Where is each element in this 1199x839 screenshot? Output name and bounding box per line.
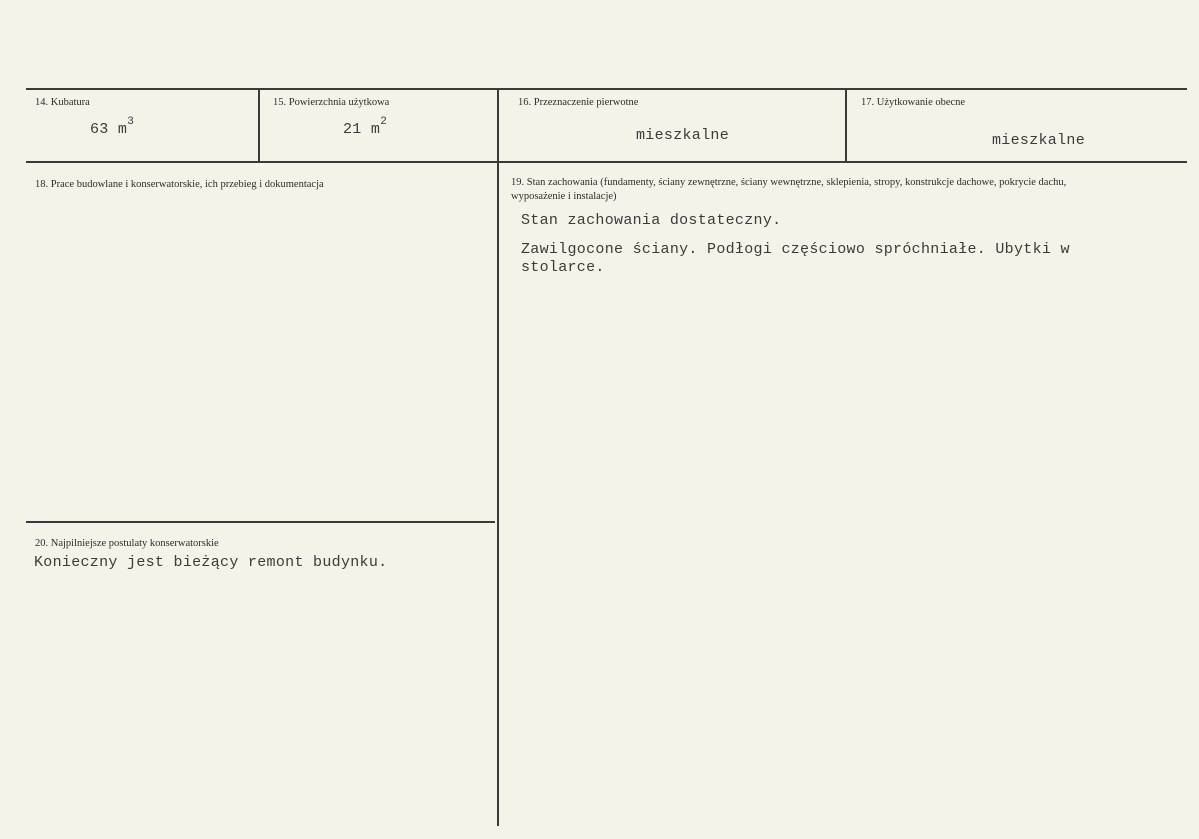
- col-divider-3: [845, 88, 847, 162]
- uzytkowanie-value: mieszkalne: [992, 132, 1086, 149]
- uzytkowanie-label: 17. Użytkowanie obecne: [861, 97, 966, 108]
- kubatura-number: 63 m: [90, 121, 128, 138]
- kubatura-exponent: 3: [127, 116, 135, 128]
- section-20-divider: [26, 521, 495, 523]
- powierzchnia-number: 21 m: [343, 121, 381, 138]
- przeznaczenie-value: mieszkalne: [636, 127, 730, 144]
- kubatura-value: [90, 116, 135, 138]
- stan-zachowania-line1: Stan zachowania dostateczny.: [521, 212, 782, 229]
- col-divider-1: [258, 88, 260, 162]
- powierzchnia-label: 15. Powierzchnia użytkowa: [273, 97, 390, 108]
- stan-zachowania-line2: Zawilgocone ściany. Podłogi częściowo spróchniałe. Ubytki w stolarce.: [521, 241, 1070, 276]
- postulaty-label: 20. Najpilniejsze postulaty konserwatorskie: [35, 538, 219, 549]
- stan-zachowania-label: 19. Stan zachowania (fundamenty, ściany zewnętrzne, ściany wewnętrzne, sklepienia, stropy, konstrukcje dachowe, pokrycie dachu, wyposażenie i instalacje): [511, 177, 1067, 202]
- przeznaczenie-label: 16. Przeznaczenie pierwotne: [518, 97, 639, 108]
- powierzchnia-value: [343, 116, 388, 138]
- col-divider-2: [497, 88, 499, 826]
- powierzchnia-exponent: 2: [380, 116, 388, 128]
- kubatura-label: 14. Kubatura: [35, 97, 90, 108]
- top-rule: [26, 88, 1187, 90]
- postulaty-value: Konieczny jest bieżący remont budynku.: [34, 554, 388, 571]
- row-divider: [26, 161, 1187, 163]
- prace-label: 18. Prace budowlane i konserwatorskie, ich przebieg i dokumentacja: [35, 179, 324, 190]
